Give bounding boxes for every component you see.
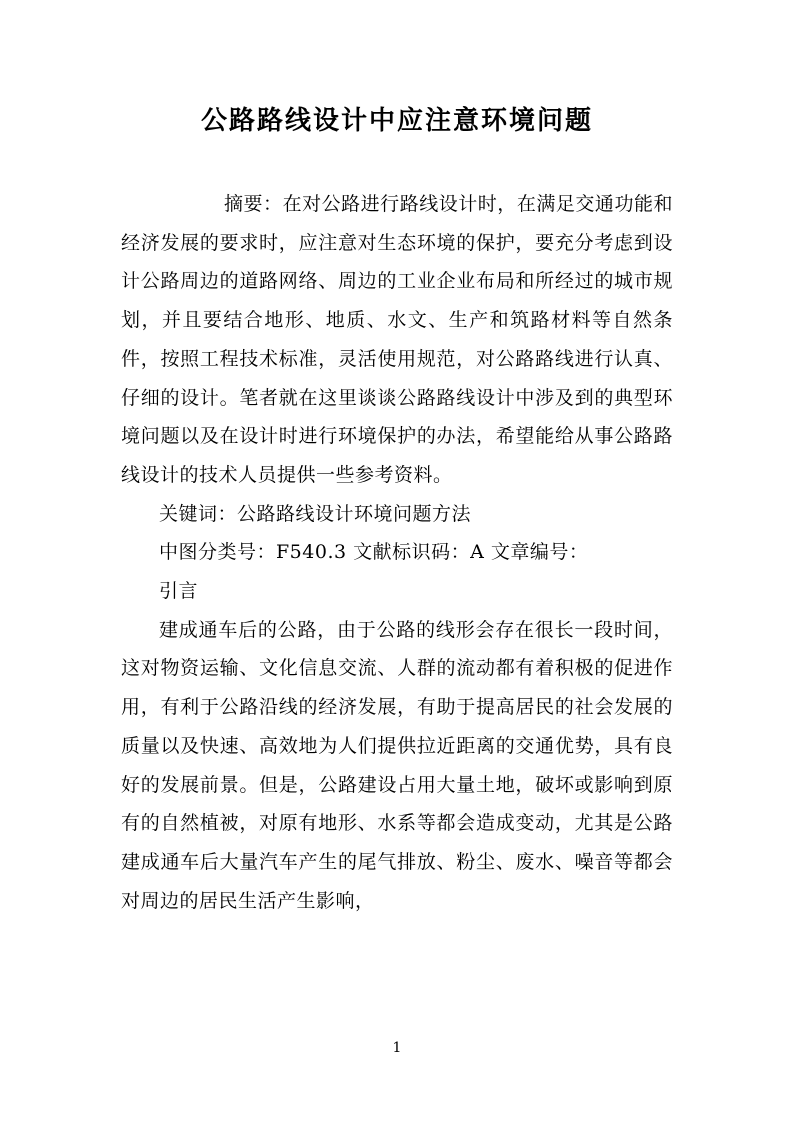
document-title: 公路路线设计中应注意环境问题 <box>200 106 593 136</box>
document-body <box>121 185 673 920</box>
abstract-paragraph: 摘要：在对公路进行路线设计时，在满足交通功能和经济发展的要求时，应注意对生态环境的保护，要充分考虑到设计公路周边的道路网络、周边的工业企业布局和所经过的城市规划，并且要结合地形、地质、水文、生产和筑路材料等自然条件，按照工程技术标准，灵活使用规范，对公路路线进行认真、仔细的设计。笔者就在这里谈谈公路路线设计中涉及到的典型环境问题以及在设计时进行环境保护的办法，希望能给从事公路路线设计的技术人员提供一些参考资料。 <box>121 193 673 486</box>
intro-heading: 引言 <box>159 580 199 603</box>
intro-paragraph: 建成通车后的公路，由于公路的线形会存在很长一段时间，这对物资运输、文化信息交流、人群的流动都有着积极的促进作用，有利于公路沿线的经济发展，有助于提高居民的社会发展的质量以及快速、高效地为人们提供拉近距离的交通优势，具有良好的发展前景。但是，公路建设占用大量土地，破坏或影响到原有的自然植被，对原有地形、水系等都会造成变动，尤其是公路建成通车后大量汽车产生的尾气排放、粉尘、废水、噪音等都会对周边的居民生活产生影响， <box>121 618 673 912</box>
classification-line: 中图分类号：F540.3 文献标识码：A 文章编号： <box>159 541 589 564</box>
page-number: 1 <box>392 1040 402 1056</box>
keywords-line: 关键词：公路路线设计环境问题方法 <box>159 502 472 525</box>
